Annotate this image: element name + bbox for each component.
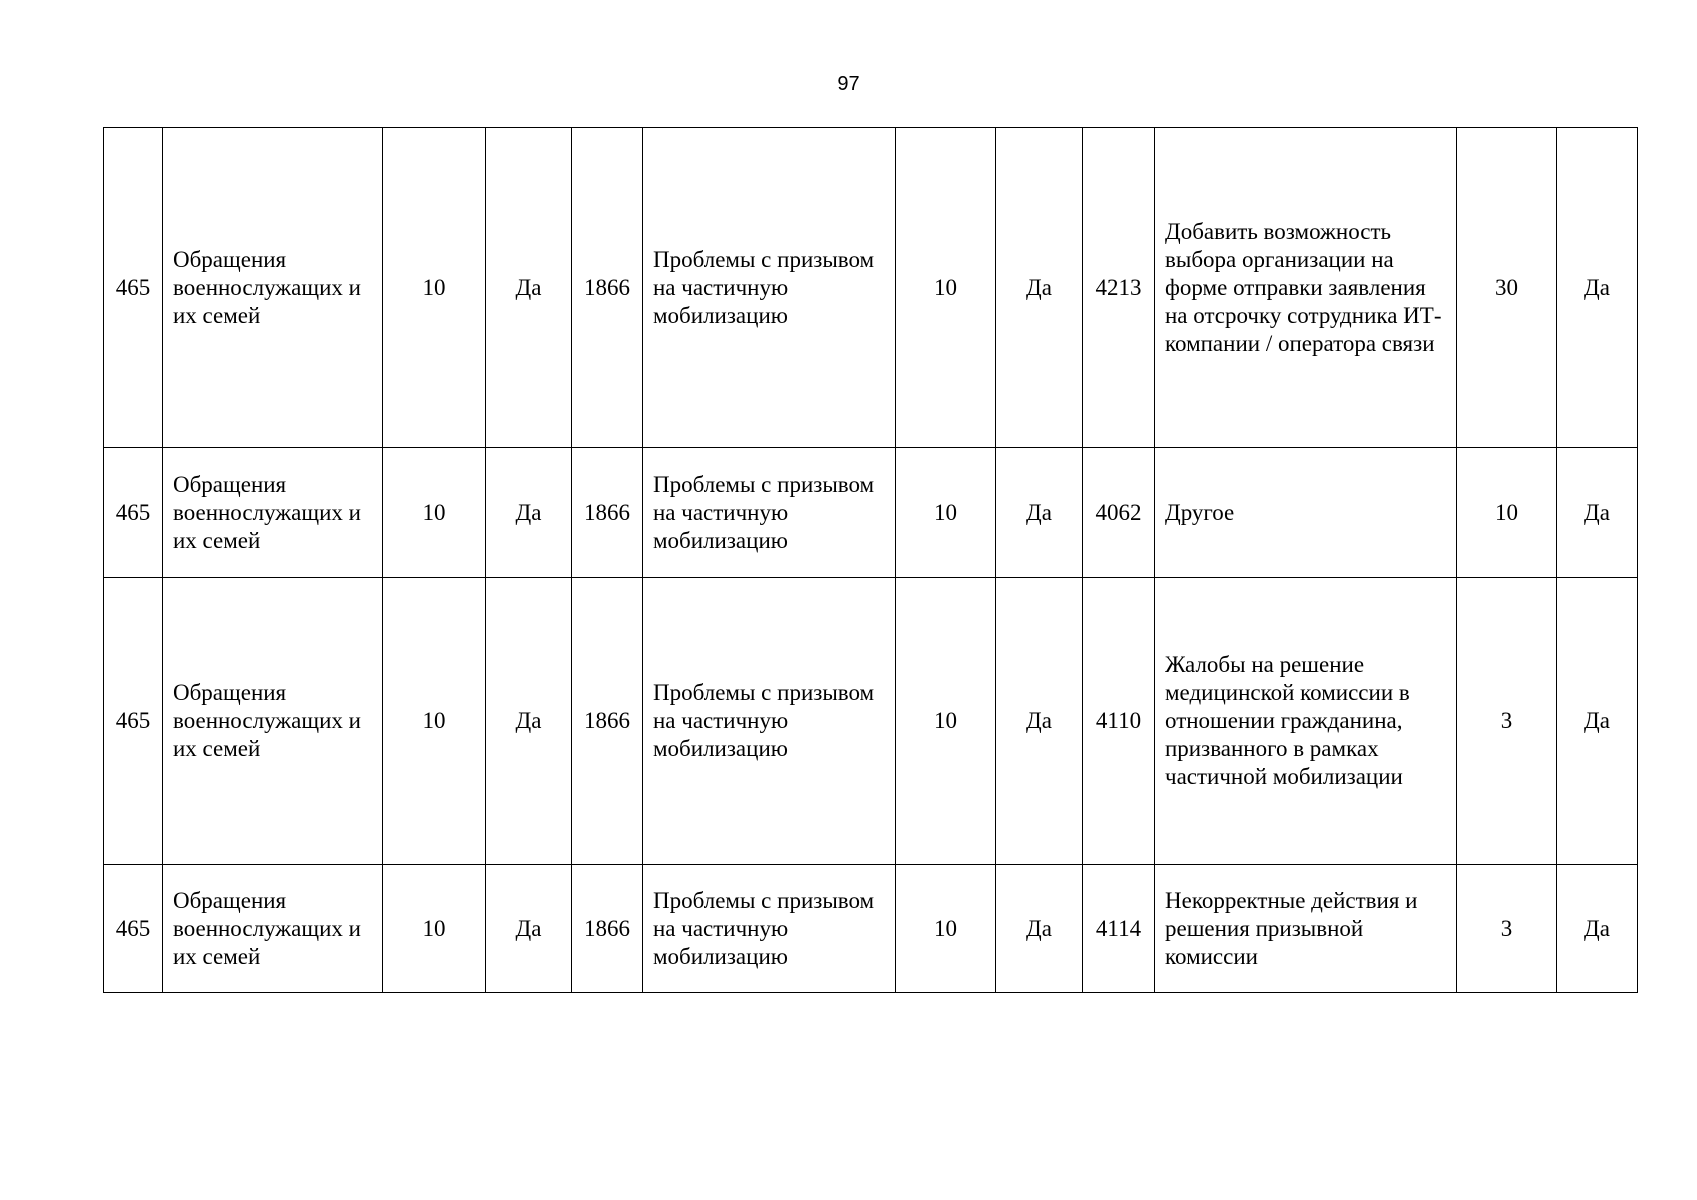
topic-name-cell: Проблемы с призывом на частичную мобилизацию [643, 448, 896, 578]
topic-id-cell: 1866 [572, 128, 643, 448]
group-value-cell: 10 [383, 578, 486, 865]
topic-flag-cell: Да [996, 448, 1083, 578]
subtopic-flag-cell: Да [1557, 865, 1638, 993]
group-id-cell: 465 [104, 128, 163, 448]
subtopic-flag-cell: Да [1557, 128, 1638, 448]
topic-name-cell: Проблемы с призывом на частичную мобилизацию [643, 578, 896, 865]
group-name-cell: Обращения военнослужащих и их семей [163, 578, 383, 865]
group-name-cell: Обращения военнослужащих и их семей [163, 128, 383, 448]
subtopic-value-cell: 3 [1457, 578, 1557, 865]
group-name-cell: Обращения военнослужащих и их семей [163, 865, 383, 993]
table-row [104, 448, 1638, 578]
group-value-cell: 10 [383, 865, 486, 993]
group-id-cell: 465 [104, 578, 163, 865]
topic-value-cell: 10 [896, 865, 996, 993]
group-flag-cell: Да [486, 865, 572, 993]
group-flag-cell: Да [486, 448, 572, 578]
topic-flag-cell: Да [996, 128, 1083, 448]
subtopic-flag-cell: Да [1557, 578, 1638, 865]
group-id-cell: 465 [104, 865, 163, 993]
group-name-cell: Обращения военнослужащих и их семей [163, 448, 383, 578]
page-number: 97 [837, 73, 860, 95]
topic-id-cell: 1866 [572, 578, 643, 865]
subtopic-id-cell: 4062 [1083, 448, 1155, 578]
subtopic-id-cell: 4110 [1083, 578, 1155, 865]
topic-flag-cell: Да [996, 578, 1083, 865]
subtopic-name-cell: Добавить возможность выбора организации на форме отправки заявления на отсрочку сотрудника ИТ-компании / оператора связи [1155, 128, 1457, 448]
topic-value-cell: 10 [896, 128, 996, 448]
subtopic-value-cell: 10 [1457, 448, 1557, 578]
topic-value-cell: 10 [896, 448, 996, 578]
subtopic-name-cell: Жалобы на решение медицинской комиссии в отношении гражданина, призванного в рамках частичной мобилизации [1155, 578, 1457, 865]
classifier-table [103, 127, 1638, 993]
group-value-cell: 10 [383, 128, 486, 448]
topic-id-cell: 1866 [572, 865, 643, 993]
group-value-cell: 10 [383, 448, 486, 578]
topic-name-cell: Проблемы с призывом на частичную мобилизацию [643, 865, 896, 993]
topic-name-cell: Проблемы с призывом на частичную мобилизацию [643, 128, 896, 448]
subtopic-value-cell: 3 [1457, 865, 1557, 993]
group-flag-cell: Да [486, 128, 572, 448]
topic-flag-cell: Да [996, 865, 1083, 993]
subtopic-name-cell: Некорректные действия и решения призывной комиссии [1155, 865, 1457, 993]
subtopic-flag-cell: Да [1557, 448, 1638, 578]
group-id-cell: 465 [104, 448, 163, 578]
table-row [104, 865, 1638, 993]
table-row [104, 578, 1638, 865]
table-row [104, 128, 1638, 448]
group-flag-cell: Да [486, 578, 572, 865]
topic-value-cell: 10 [896, 578, 996, 865]
topic-id-cell: 1866 [572, 448, 643, 578]
subtopic-id-cell: 4213 [1083, 128, 1155, 448]
subtopic-name-cell: Другое [1155, 448, 1457, 578]
subtopic-id-cell: 4114 [1083, 865, 1155, 993]
subtopic-value-cell: 30 [1457, 128, 1557, 448]
